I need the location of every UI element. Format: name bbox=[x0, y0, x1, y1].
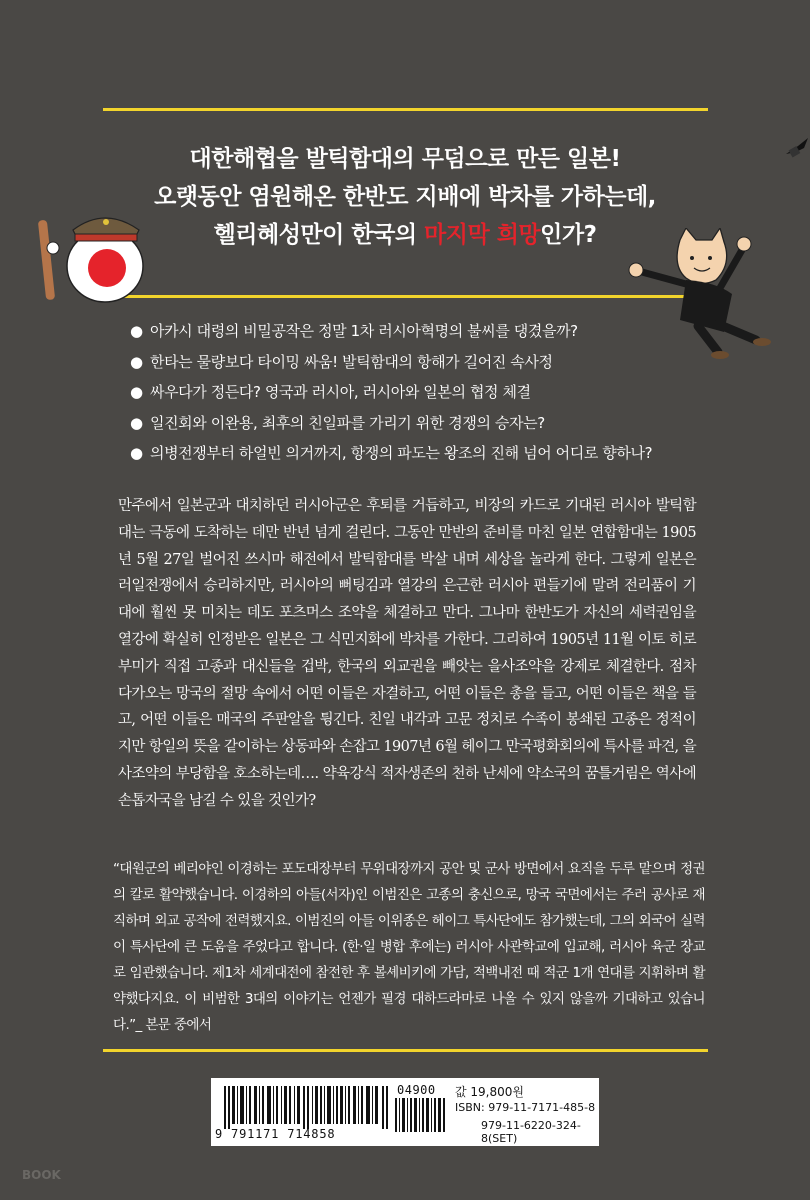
price: 값 19,800원 bbox=[455, 1085, 524, 1099]
bullet-text: 아카시 대령의 비밀공작은 정말 1차 러시아혁명의 불씨를 댕겼을까? bbox=[150, 322, 578, 340]
bullet-text: 일진회와 이완용, 최후의 친일파를 가리기 위한 경쟁의 승자는? bbox=[150, 413, 545, 432]
publisher-logo: BOOK bbox=[22, 1168, 61, 1182]
synopsis-paragraph: 만주에서 일본군과 대치하던 러시아군은 후퇴를 거듭하고, 비장의 카드로 기대된 러시아 발틱함대는 극동에 도착하는 데만 반년 넘게 걸린다. 그동안 만반의 준비를 마친 일본 연합함대는 1905년 5월 27일 벌어진 쓰시마 해전에서 발틱함대를 박살 내며 세상을 놀라게 한다. 그렇게 일본은 러일전쟁에서 승리하지만, 러시아의 뻐팅김과 열강의 은근한 러시아 편들기에 말려 전리품이 기대에 훨씬 못 미치는 데도 포츠머스 조약을 체결하고 만다. 그나마 한반도가 자신의 세력권임을 열강에 확실히 인정받은 일본은 그 식민지화에 박차를 가한다. 그리하여 1905년 11월 이토 히로부미가 직접 고종과 대신들을 겁박, 한국의 외교권을 빼앗는 을사조약을 강제로 체결한다. 점차 다가오는 망국의 절망 속에서 어떤 이들은 자결하고, 어떤 이들은 총을 들고, 어떤 이들은 책을 들고, 어떤 이들은 매국의 주판알을 튕긴다. 친일 내각과 고문 정치로 수족이 봉쇄된 고종은 정적이지만 항일의 뜻을 같이하는 상동파와 손잡고 1907년 6월 헤이그 만국평화회의에 특사를 파견, 을사조약의 부당함을 호소하는데…. 약육강식 적자생존의 천하 난세에 약소국의 꿈틀거림은 역사에 손톱자국을 남길 수 있을 것인가? bbox=[118, 498, 696, 809]
bird-silhouette bbox=[784, 136, 810, 160]
headline-line-3 bbox=[150, 216, 660, 254]
isbn-set: 979-11-6220-324-8(SET) bbox=[481, 1119, 581, 1145]
addon-barcode bbox=[395, 1098, 447, 1132]
bullet-text: 의병전쟁부터 하얼빈 의거까지, 항쟁의 파도는 왕조의 진해 넘어 어디로 향하나? bbox=[150, 444, 653, 462]
addon-code: 04900 bbox=[397, 1083, 436, 1097]
ean-number: 9 791171 714858 bbox=[215, 1127, 336, 1141]
top-divider bbox=[103, 108, 708, 111]
headline-line-3-pre: 헬리혜성만이 한국의 bbox=[213, 222, 425, 248]
middle-divider bbox=[103, 295, 708, 298]
headline bbox=[150, 140, 660, 254]
list-item bbox=[130, 316, 730, 347]
bullet-icon: ● bbox=[130, 322, 143, 340]
list-item bbox=[130, 408, 730, 439]
isbn-primary: ISBN: 979-11-7171-485-8 bbox=[455, 1101, 596, 1114]
isbn-barcode bbox=[224, 1086, 388, 1129]
japan-ball-character bbox=[35, 200, 150, 305]
headline-line-1: 대한해협을 발틱함대의 무덤으로 만든 일본! bbox=[189, 146, 621, 172]
bullet-icon: ● bbox=[130, 352, 143, 371]
bullet-text: 한타는 물량보다 타이밍 싸움! 발틱함대의 항해가 길어진 속사정 bbox=[150, 352, 553, 371]
bottom-divider bbox=[103, 1049, 708, 1052]
bullet-icon: ● bbox=[130, 444, 143, 462]
excerpt-quote: “대원군의 베리야인 이경하는 포도대장부터 무위대장까지 공안 및 군사 방면에서 요직을 두루 맡으며 정권의 칼로 활약했습니다. 이경하의 아들(서자)인 이범진은 고종의 충신으로, 망국 국면에서는 주러 공사로 재직하며 외교 공작에 전력했지요. 이범진의 아들 이위종은 헤이그 특사단에도 참가했는데, 그의 외국어 실력이 특사단에 큰 도움을 주었다고 합니다. (한·일 병합 후에는) 러시아 사관학교에 입교해, 러시아 육군 장교로 임관했습니다. 제1차 세계대전에 참전한 후 볼셰비키에 가담, 적백내전 때 적군 1개 연대를 지휘하며 활약했다지요. 이 비범한 3대의 이야기는 언젠가 필경 대하드라마로 나올 수 있지 않을까 기대하고 있습니다.”_ 본문 중에서 bbox=[113, 861, 705, 1033]
headline-line-3-post: 인가? bbox=[540, 222, 597, 248]
list-item bbox=[130, 347, 730, 378]
list-item bbox=[130, 377, 730, 408]
bullet-icon: ● bbox=[130, 413, 143, 432]
highlights-list bbox=[130, 316, 730, 469]
barcode-panel bbox=[211, 1078, 599, 1146]
bullet-icon: ● bbox=[130, 383, 143, 401]
headline-accent: 마지막 희망 bbox=[424, 222, 541, 248]
headline-line-2: 오랫동안 염원해온 한반도 지배에 박차를 가하는데, bbox=[154, 184, 656, 210]
list-item bbox=[130, 438, 730, 469]
bullet-text: 싸우다가 정든다? 영국과 러시아, 러시아와 일본의 협정 체결 bbox=[150, 383, 531, 401]
